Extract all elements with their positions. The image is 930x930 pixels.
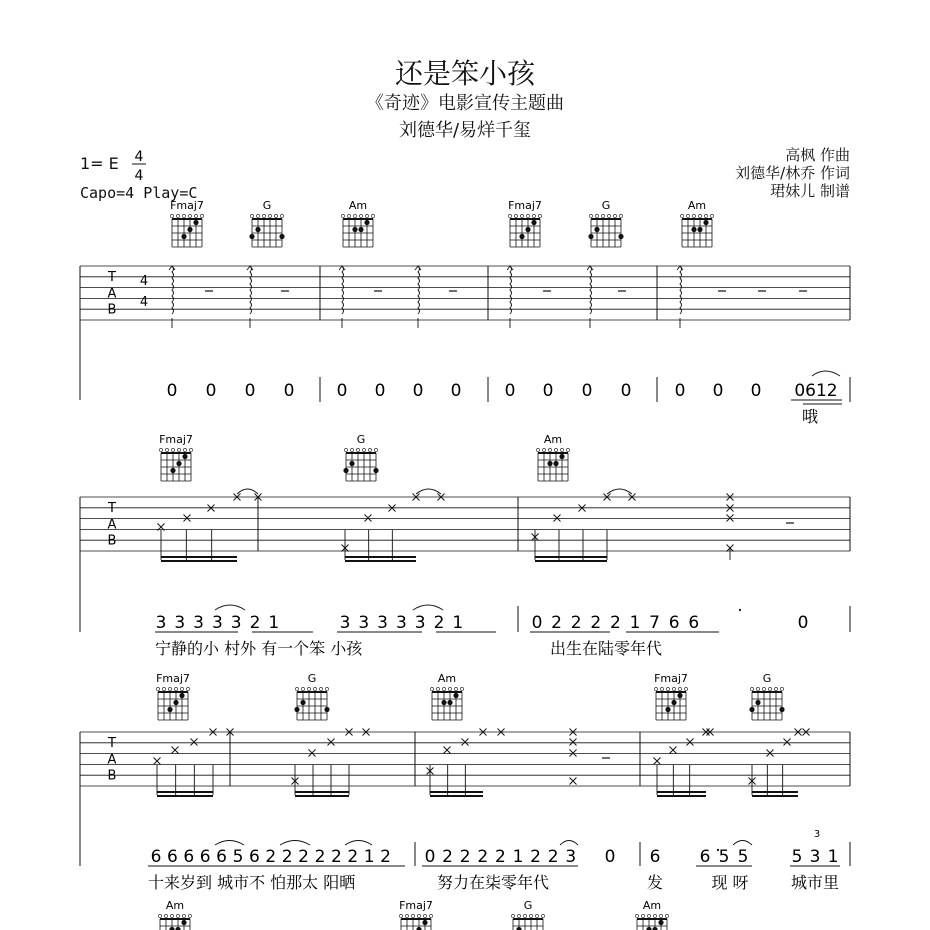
notation-note: 2	[547, 847, 559, 867]
chord-diagram	[635, 899, 668, 930]
finger-dot	[300, 700, 305, 705]
notation-note: 6	[166, 847, 178, 867]
tab-letter-a: A	[107, 517, 117, 533]
notation-note: 0612	[794, 381, 838, 401]
tab-letter-b: B	[107, 768, 117, 784]
finger-dot	[755, 700, 760, 705]
finger-dot	[193, 220, 198, 225]
notation-note: 0	[244, 381, 256, 401]
chord-diagram	[158, 899, 191, 930]
finger-dot	[671, 700, 676, 705]
notation-note: 0	[283, 381, 295, 401]
chord-diagram	[159, 433, 193, 481]
key-label: 1= E	[80, 154, 119, 173]
chord-name: Am	[348, 199, 368, 212]
finger-dot	[181, 920, 186, 925]
finger-dot	[173, 700, 178, 705]
finger-dot	[182, 454, 187, 459]
chord-diagram	[510, 899, 545, 930]
notation-note: 3	[174, 613, 186, 633]
finger-dot	[779, 707, 784, 712]
notation-note: 3	[211, 613, 223, 633]
notation-note: 6	[649, 847, 661, 867]
finger-dot	[453, 693, 458, 698]
notation-note: 5	[718, 847, 730, 867]
chord-name: Fmaj7	[399, 899, 433, 912]
notation-note: 2	[590, 613, 602, 633]
notation-note: 2	[347, 847, 359, 867]
chord-diagram	[508, 199, 542, 247]
lyric-text: 现 呀	[711, 873, 749, 892]
finger-dot	[588, 234, 593, 239]
tab-letter-t: T	[108, 270, 116, 286]
chord-name: G	[523, 899, 533, 912]
notation-note: 3	[230, 613, 242, 633]
time-sig-bottom: 4	[134, 168, 144, 184]
finger-dot	[170, 468, 175, 473]
tab-system-2	[80, 433, 850, 658]
notation-note: 3	[377, 613, 389, 633]
notation-note: 0	[450, 381, 462, 401]
notation-note: 0	[412, 381, 424, 401]
finger-dot	[697, 227, 702, 232]
chord-name: G	[601, 199, 611, 212]
finger-dot	[373, 468, 378, 473]
capo-info: Capo=4 Play=C	[80, 184, 198, 202]
finger-dot	[279, 234, 284, 239]
notation-note: 1	[452, 613, 464, 633]
chord-diagram	[156, 672, 190, 720]
strum-arrow	[587, 266, 593, 328]
notation-note: 2	[442, 847, 454, 867]
notation-note: 3	[414, 613, 426, 633]
tab-letter-a: A	[107, 752, 117, 768]
notation-note: 0	[205, 381, 217, 401]
notation-note: 2	[433, 613, 445, 633]
muted-note	[570, 778, 577, 785]
finger-dot	[176, 461, 181, 466]
finger-dot	[249, 234, 254, 239]
notation-note: 6	[150, 847, 162, 867]
lyric-text: 城市里	[790, 873, 840, 892]
finger-dot	[179, 693, 184, 698]
chord-diagram	[654, 672, 688, 720]
muted-note	[172, 747, 179, 754]
lyric-text: 出生在陆零年代	[550, 639, 663, 658]
notation-note: 1	[512, 847, 524, 867]
tab-letter-a: A	[107, 286, 117, 302]
chord-name: Am	[687, 199, 707, 212]
finger-dot	[703, 220, 708, 225]
notation-note: 1	[827, 847, 839, 867]
notation-note: 3	[358, 613, 370, 633]
finger-dot	[422, 920, 427, 925]
lyric-text: 十来岁到 城市不 怕那太 阳晒	[148, 873, 356, 892]
finger-dot	[531, 220, 536, 225]
notation-note: 0	[620, 381, 632, 401]
finger-dot	[447, 700, 452, 705]
finger-dot	[181, 234, 186, 239]
chord-name: Fmaj7	[508, 199, 542, 212]
muted-note	[328, 739, 335, 746]
finger-dot	[352, 227, 357, 232]
notation-note: 5	[791, 847, 803, 867]
chord-diagram	[399, 899, 433, 930]
strum-arrow	[415, 266, 421, 328]
notation-note: 1	[629, 613, 641, 633]
notation-note: 1	[363, 847, 375, 867]
tab-system-1	[80, 199, 850, 426]
muted-note	[309, 750, 316, 757]
tab-time-top: 4	[139, 274, 149, 289]
chord-name: Am	[642, 899, 662, 912]
notation-note: 2	[265, 847, 277, 867]
muted-note	[727, 515, 734, 522]
lyric-text: 发	[646, 873, 664, 892]
notation-note: 2	[609, 613, 621, 633]
notation-note: 2	[380, 847, 392, 867]
notation-note: 3	[395, 613, 407, 633]
muted-note	[784, 739, 791, 746]
notation-note: 3	[339, 613, 351, 633]
notation-note: 6	[688, 613, 700, 633]
chord-diagram	[170, 199, 204, 247]
finger-dot	[749, 707, 754, 712]
notation-note: 6	[248, 847, 260, 867]
arranger-credit: 珺妹儿 制谱	[770, 182, 850, 200]
finger-dot	[691, 227, 696, 232]
finger-dot	[255, 227, 260, 232]
finger-dot	[324, 707, 329, 712]
song-title: 还是笨小孩	[394, 57, 535, 90]
chord-name: G	[262, 199, 272, 212]
tab-time-bottom: 4	[139, 295, 149, 310]
chord-name: Fmaj7	[170, 199, 204, 212]
chord-name: G	[762, 672, 772, 685]
notation-note: 0	[424, 847, 436, 867]
muted-note	[462, 739, 469, 746]
chord-diagram	[430, 672, 463, 720]
notation-note: 6	[699, 847, 711, 867]
muted-note	[184, 515, 191, 522]
chord-diagram	[294, 672, 329, 720]
finger-dot	[559, 454, 564, 459]
chord-diagram	[680, 199, 713, 247]
tab-letter-t: T	[108, 736, 116, 752]
finger-dot	[349, 461, 354, 466]
notation-note: 0	[604, 847, 616, 867]
notation-note: 6	[183, 847, 195, 867]
muted-note	[191, 739, 198, 746]
muted-note	[444, 747, 451, 754]
finger-dot	[364, 220, 369, 225]
notation-note: 0	[166, 381, 178, 401]
notation-note: 2	[298, 847, 310, 867]
song-subtitle: 《奇迹》电影宣传主题曲	[366, 93, 564, 114]
muted-note	[670, 747, 677, 754]
notation-note: 3	[155, 613, 167, 633]
muted-note	[154, 758, 161, 765]
notation-note: 0	[336, 381, 348, 401]
chord-row-4	[158, 899, 668, 930]
notation-note: 6	[216, 847, 228, 867]
muted-note	[654, 758, 661, 765]
notation-note: 0	[674, 381, 686, 401]
slur	[812, 371, 840, 376]
finger-dot	[441, 700, 446, 705]
strum-arrow	[339, 266, 345, 328]
finger-dot	[525, 227, 530, 232]
muted-note	[687, 739, 694, 746]
chord-diagram	[249, 199, 284, 247]
notation-note: 2	[249, 613, 261, 633]
tab-system-3	[80, 672, 850, 892]
chord-diagram	[749, 672, 784, 720]
finger-dot	[187, 227, 192, 232]
song-artists: 刘德华/易烊千玺	[398, 120, 532, 141]
notation-note: 0	[581, 381, 593, 401]
notation-note: 3	[193, 613, 205, 633]
notation-note: 6	[668, 613, 680, 633]
notation-note: 0	[750, 381, 762, 401]
notation-note: 7	[649, 613, 661, 633]
finger-dot	[547, 461, 552, 466]
finger-dot	[553, 461, 558, 466]
notation-note: 2	[314, 847, 326, 867]
strum-arrow	[507, 266, 513, 328]
tab-letter-t: T	[108, 501, 116, 517]
tab-letter-b: B	[107, 302, 117, 318]
lyric-text: 宁静的小 村外 有一个笨 小孩	[155, 639, 363, 658]
notation-note: 2	[477, 847, 489, 867]
muted-note	[365, 515, 372, 522]
lyric-text: 哦	[801, 407, 819, 426]
chord-diagram	[341, 199, 374, 247]
notation-note: 0	[504, 381, 516, 401]
notation-note: 0	[797, 613, 809, 633]
notation-note: 6	[199, 847, 211, 867]
strum-arrow	[247, 266, 253, 328]
notation-note: 3	[565, 847, 577, 867]
notation-note: 3	[809, 847, 821, 867]
notation-note: 2	[551, 613, 563, 633]
muted-note	[554, 515, 561, 522]
notation-note: 2	[530, 847, 542, 867]
notation-note: 2	[494, 847, 506, 867]
notation-note: 0	[712, 381, 724, 401]
strum-arrow	[677, 266, 683, 328]
triplet-mark: 3	[813, 829, 821, 840]
notation-note: 5	[737, 847, 749, 867]
chord-name: G	[356, 433, 366, 446]
muted-note	[570, 739, 577, 746]
finger-dot	[167, 707, 172, 712]
muted-note	[767, 750, 774, 757]
finger-dot	[519, 234, 524, 239]
notation-note: 2	[330, 847, 342, 867]
notation-note: 1	[268, 613, 280, 633]
finger-dot	[358, 227, 363, 232]
chord-diagram	[536, 433, 569, 481]
notation-dot: ·	[715, 841, 721, 861]
lyric-text: 努力在柒零年代	[437, 873, 550, 892]
chord-name: Fmaj7	[159, 433, 193, 446]
finger-dot	[665, 707, 670, 712]
strum-arrow	[169, 266, 175, 328]
finger-dot	[658, 920, 663, 925]
composer-credit: 高枫 作曲	[785, 146, 850, 164]
notation-note: 2	[570, 613, 582, 633]
finger-dot	[343, 468, 348, 473]
chord-name: Fmaj7	[654, 672, 688, 685]
notation-note: 2	[459, 847, 471, 867]
notation-dot: ·	[737, 601, 743, 621]
notation-note: 2	[281, 847, 293, 867]
finger-dot	[294, 707, 299, 712]
notation-note: 0	[542, 381, 554, 401]
chord-name: G	[307, 672, 317, 685]
chord-diagram	[343, 433, 378, 481]
notation-note: 0	[531, 613, 543, 633]
chord-name: Fmaj7	[156, 672, 190, 685]
tab-letter-b: B	[107, 533, 117, 549]
muted-note	[570, 750, 577, 757]
notation-note: 5	[232, 847, 244, 867]
chord-name: Am	[543, 433, 563, 446]
time-sig-top: 4	[134, 149, 144, 165]
chord-name: Am	[165, 899, 185, 912]
finger-dot	[618, 234, 623, 239]
chord-name: Am	[437, 672, 457, 685]
finger-dot	[594, 227, 599, 232]
finger-dot	[677, 693, 682, 698]
notation-note: 0	[374, 381, 386, 401]
chord-diagram	[588, 199, 623, 247]
lyricist-credit: 刘德华/林乔 作词	[735, 164, 850, 182]
